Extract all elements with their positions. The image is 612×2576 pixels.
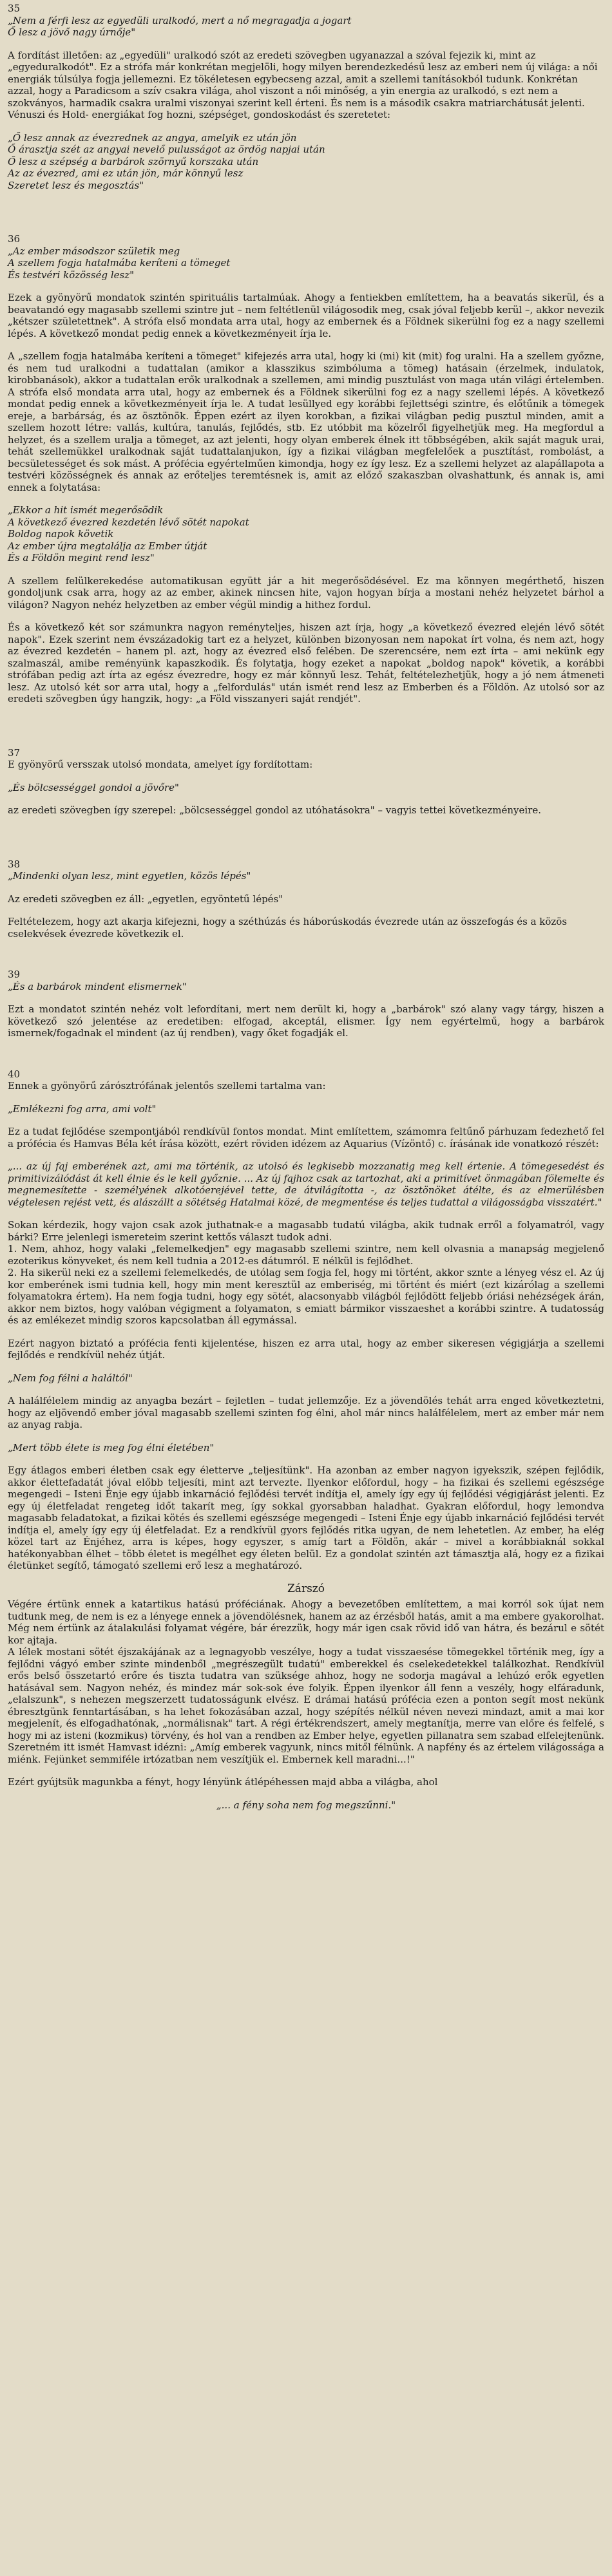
verse-line: És a Földön megint rend lesz" [8,552,155,564]
paragraph: az eredeti szövegben így szerepel: „bölcsességgel gondol az utóhatásokra" – vagyis tettei következményeire. [8,804,541,816]
paragraph: És a következő két sor számunkra nagyon reményteljes, hiszen azt írja, hogy „a következő évezred elején lévő sötét napok". Ezek szerint nem évszázadokig tart ez a helyzet, különben bizonyosan nem napokat írt volna, és nem azt, hogy az évezred kezdetén – hanem pl. azt, hogy az évezred első felében. De szerencsére, nem ezt írta – ami nekünk egy szalmaszál, amibe reményünk kapaszkodik. És folytatja, hogy ezeket a napokat „boldog napok" követik, a korábbi strófában pedig azt írta az egész évezredre, hogy ez már könnyű lesz. Tehát, feltételezhetjük, hogy a jó nem átmeneti lesz. Az utolsó két sor arra utal, hogy a „felfordulás" után ismét rend lesz az Emberben és a Földön. Az utolsó sor az eredeti szövegben úgy hangzik, hogy: „a Föld visszanyeri saját rendjét". [8,621,604,705]
section-36 [8,233,604,705]
block-quote: „... az új faj emberének azt, ami ma történik, az utolsó és legkisebb mozzanatig meg kell értenie. A tömegesedést és primitivizálódást át kell élnie és le kell győznie. ... Az új fajhoz csak az tartozhat, aki a primitívet önmagában fölemelte és megnemesítette - személyének alkotóerejével tette, de átvilágította -, az ösztönöket átélte, és az elmerülésben végtelesen rejést vett, és alászállt a sötétség Hatalmai közé, de megmentése és teljes tudattal a világosságba visszatért." [8,1160,604,1208]
verse-line: „Nem a férfi lesz az egyedüli uralkodó, mert a nő megragadja a jogart [8,14,352,26]
paragraph: Ezért nagyon biztató a prófécia fenti kijelentése, hiszen ez arra utal, hogy az ember sikeresen végigjárja a szellemi fejlődés e rendkívül nehéz útját. [8,1337,604,1361]
paragraph: Az eredeti szövegben ez áll: „egyetlen, egyöntetű lépés" [8,893,283,905]
paragraph: Ennek a gyönyörű zárósztrófának jelentős szellemi tartalma van: [8,1080,326,1092]
section-37 [8,747,604,817]
section-number: 37 [8,746,21,759]
paragraph: Ez a tudat fejlődése szempontjából rendkívül fontos mondat. Mint említettem, számomra feltűnő párhuzam fedezhető fel a prófécia és Hamvas Béla két írása között, ezért röviden idézem az Aquarius (Vízöntő) c. írásának ide vonatkozó részét: [8,1126,604,1150]
verse-line: „Emlékezni fog arra, ami volt" [8,1103,157,1115]
paragraph: 2. Ha sikerül neki ez a szellemi felemelkedés, de utólag sem fogja fel, hogy mi történt, akkor sznte a lényeg vész el. Az új kor emberének ismi tudnia kell, hogy min ment keresztül az emberiség, mi történt és miért (ezt kizárólag a szellemi folyamatokra értem). Ha nem fogja tudni, hogy egy sötét, alacsonyabb világból fejlődött feljebb óriási nehézségek árán, akkor nem biztos, hogy valóban végigment a folyamaton, s emiatt bármikor visszaeshet a korábbi szintre. A tudatosság és az emlékezet mindig szoros kapcsolatban áll egymással. [8,1267,604,1326]
verse-line: Boldog napok követik [8,528,114,540]
section-number: 39 [8,969,21,980]
verse-line: Ő lesz a jövő nagy úrnője" [8,26,136,38]
verse-line: „Az ember másodszor születik meg [8,245,180,257]
verse-quote [8,504,604,564]
section-40 [8,1068,604,1572]
closing-quote: „... a fény soha nem fog megszűnni." [216,1799,396,1811]
verse-quote [8,245,604,281]
paragraph: A „szellem fogja hatalmába keríteni a tömeget" kifejezés arra utal, hogy ki (mi) kit (mit) fog uralni. Ha a szellem győzne, és nem tud uralkodni a tudattalan (amikor a klasszikus szimbóluma a tömeg) hatásain (érzelmek, indulatok, kirobbanások), akkor a tudattalan erők uralkodnak a szellemen, ami mindig pusztulást von maga után világi értelemben. A strófa első mondata arra utal, hogy az embernek és a Földnek sikerülni fog ez a nagy szellemi lépés. A következő mondat pedig ennek a következményeit írja le. A tudat lesüllyed egy korábbi fejlettségi szintre, és előtűnik a tömegek ereje, a barbárság, és az ösztönök. Éppen ezért az ilyen korokban, a fizikai világban pedig pusztul minden, amit a szellem hozott létre: vallás, kultúra, tanulás, fejlődés, stb. Ez utóbbit ma közelről figyelhetjük meg. Ha megfordul a helyzet, és a szellem uralja a tömeget, az azt jelenti, hogy olyan emberek élnek itt többségében, akik saját maguk urai, tehát szellemükkel uralkodnak saját tudattalanjukon, így a fizikai világban megfelelőek a pusztítást, rombolást, a becsületességet és sok mást. A prófécia egyértelműen kimondja, hogy ez így lesz. Ez a szellemi helyzet az alapállapota a testvéri közösségnek és annak az erőteljes teremtésnek is, amit az előző szakaszban olvashattunk, és annak is, ami ennek a folytatása: [8,350,604,493]
paragraph: A halálfélelem mindig az anyagba bezárt – fejletlen – tudat jellemzője. Ez a jövendölés tehát arra enged következtetni, hogy az eljövendő ember jóval magasabb szellemi szinten fog élni, ahol már nincs halálfélelem, mert az ember már nem az anyag rabja. [8,1395,604,1430]
verse-line: A szellem fogja hatalmába keríteni a tömeget [8,257,231,269]
section-number: 38 [8,858,21,870]
verse-quote [8,1372,604,1385]
verse-quote [8,782,604,794]
paragraph: Sokan kérdezik, hogy vajon csak azok juthatnak-e a magasabb tudatú világba, akik tudnak erről a folyamatról, vagy bárki? Erre jelenlegi ismereteim szerint kettős választ tudok adni. [8,1219,604,1243]
verse-line: „Nem fog félni a haláltól" [8,1372,133,1384]
verse-quote [8,981,604,993]
section-number: 40 [8,1068,21,1080]
paragraph: Végére értünk ennek a katartikus hatású próféciának. Ahogy a bevezetőben említettem, a mai korról sok újat nem tudtunk meg, de nem is ez a lényege ennek a jövendölésnek, hanem az az érzésből hatás, amit a ma embere gyakorolhat. Még nem értünk az átalakulási folyamat végére, bár érezzük, hogy már igen csak rövid idő van hátra, és bezárul e sötét kor ajtaja. [8,1598,604,1646]
verse-line: Ő lesz a szépség a barbárok szörnyű korszaka után [8,155,259,167]
verse-line: „Mindenki olyan lesz, mint egyetlen, közös lépés" [8,870,251,882]
paragraph: Feltételezem, hogy azt akarja kifejezni, hogy a széthúzás és háborúskodás évezrede után az összefogás és a közös cselekvések évezrede következik el. [8,916,568,940]
paragraph: E gyönyörű versszak utolsó mondata, amelyet így fordítottam: [8,759,313,770]
verse-quote [8,1442,604,1454]
verse-line: Ő árasztja szét az angyai nevelő pulusságot az ördög napjai után [8,144,325,155]
verse-line: „Mert több élete is meg fog élni életében" [8,1441,215,1454]
paragraph: A szellem felülkerekedése automatikusan együtt jár a hit megerősödésével. Ez ma könnyen megérthető, hiszen gondoljunk csak arra, hogy az az ember, akinek nincsen hite, vajon hogyan bírja a mostani nehéz helyzetet bárhol a világon? Nagyon nehéz helyzetben az ember végül mindig a hithez fordul. [8,574,604,611]
paragraph: A lélek mostani sötét éjszakájának az a legnagyobb veszélye, hogy a tudat visszaesése tömegekkel történik meg, így a fejlődni vágyó ember szinte mindenből „megrészegült tudatú" emberekkel és cselekedetekkel találkozhat. Rendkívül erős belső összetartó erőre és tiszta tudatra van szüksége ahhoz, hogy ne sodorja magával a lehúzó erők egyetlen hatásával sem. Nagyon nehéz, és mindez már sok-sok éve folyik. Éppen ilyenkor áll fenn a veszély, hogy elfáradunk, „elalszunk", s nehezen megszerzett tudatosságunk elvész. E drámai hatású prófécia ezen a ponton segít most nekünk ébresztgünk fenntartásában, s ha lehet fokozásában azzal, hogy szépítés nélkül néven nevezi mindazt, amit a mai kor megjelenít, és elfogadhatónak, „normálisnak" tart. A régi értékrendszert, amely megtanítja, merre van előre és felfelé, s hogy mi az isteni (kozmikus) törvény, és hol van a rendben az Ember helye, egyetlen pillanatra sem szabad elfelejtenünk. Szeretném itt ismét Hamvast idézni: „Amíg emberek vagyunk, nincs mitől félnünk. A napfény és az értelem világossága a miénk. Fejünket semmiféle irtózatban nem veszítjük el. Embernek kell maradni...!" [8,1646,604,1765]
paragraph: 1. Nem, ahhoz, hogy valaki „felemelkedjen" egy magasabb szellemi szintre, nem kell olvasnia a manapság megjelenő ezoterikus könyveket, és nem kell tudnia a 2012-es dátumról. E nélkül is fejlődhet. [8,1243,604,1267]
section-title: Zárszó [287,1582,325,1595]
section-39 [8,969,604,1039]
paragraph: Ezt a mondatot szintén nehéz volt lefordítani, mert nem derült ki, hogy a „barbárok" szó alany vagy tárgy, hiszen a következő szó jelentése az eredetiben: elfogad, akceptál, elismer. Így nem egyértelmű, hogy a barbárok ismernek/fogadnak el mindent (az új rendben), vagy őket fogadják el. [8,1003,604,1039]
verse-line: „Ő lesz annak az évezrednek az angya, amelyik ez után jön [8,131,297,144]
verse-quote [8,132,604,192]
paragraph: Ezek a gyönyörű mondatok szintén spirituális tartalmúak. Ahogy a fentiekben említettem, ha a beavatás sikerül, és a beavatandó egy magasabb szellemi szintre jut – nem feltétlenül világosodik meg, csak jóval feljebb kerül –, akkor nevezik „kétszer születettnek". A strófa első mondata arra utal, hogy az embernek és a Földnek sikerülni fog ez a nagy szellemi lépés. A következő mondat pedig ennek a következményeit írja le. [8,292,604,339]
verse-line: „És bölcsességgel gondol a jövőre" [8,781,179,793]
verse-quote [8,1103,604,1115]
verse-quote [8,870,604,882]
verse-line: Az az évezred, ami ez után jön, már könnyű lesz [8,167,244,179]
paragraph: A fordítást illetően: az „egyedüli" uralkodó szót az eredeti szövegben ugyanazzal a szóval fejezik ki, mint az „egyeduralkodót". Ez a strófa már konkrétan megjelöli, hogy milyen berendezkedésű lesz az emberi nem új világa: a női energiák túlsúlya fogja jellemezni. Ez tökéletesen egybecseng azzal, amit a szellemi tanításokból tudunk. Konkrétan azzal, hogy a Paradicsom a szív csakra világa, ahol viszont a női minőség, a yin energia az uralkodó, s ezt nem a szokványos, harmadik csakra uralmi viszonyai szerint kell érteni. És nem is a második csakra matriarchátusát jelenti. Vénuszi és Hold- energiákat fog hozni, szépséget, gondoskodást és szeretetet: [8,49,598,120]
closing-section [8,1583,604,1812]
paragraph: Ezért gyújtsük magunkba a fényt, hogy lényünk átlépéhessen majd abba a világba, ahol [8,1776,438,1788]
verse-quote [8,15,604,39]
verse-line: És testvéri közösség lesz" [8,269,135,281]
section-38 [8,858,604,940]
section-number: 35 [8,3,21,14]
verse-line: „És a barbárok mindent elismernek" [8,980,187,992]
verse-line: Szeretet lesz és megosztás" [8,179,144,191]
section-35 [8,3,604,191]
verse-line: Az ember újra megtalálja az Ember útját [8,540,207,552]
verse-line: A következő évezred kezdetén lévő sötét napokat [8,516,249,528]
verse-line: „Ekkor a hit ismét megerősödik [8,504,164,516]
paragraph: Egy átlagos emberi életben csak egy életterve „teljesítünk". Ha azonban az ember nagyon igyekszik, szépen fejlődik, akkor élettefadatát jóval előbb teljesíti, mint azt tervezte. Ilyenkor előfordul, hogy – ha fizikai és szellemi egészsége megengedi – Isteni Énje egy újabb inkarnáció fejlődési tervét indítja el, amely így egy új fejlődési végigjárást jelenti. Ez egy új életfeladat rengeteg időt takarít meg, így sokkal gyorsabban haladhat. Gyakran előfordul, hogy lemondva magasabb feladatokat, a fizikai kötés és szellemi egészsége megengedi – Isteni Énje egy újabb inkarnáció fejlődési tervét indítja el, amely így egy új életfeladat. Ez a rendkívül gyors fejlődés ritka ugyan, de nem lehetetlen. Az ember, ha elég közel tart az Énjéhez, arra is képes, hogy egyszer, s amíg tart a Földön, akár – mivel a korábbiaknál sokkal hatékonyabban élhet – több életet is megélhet egy életen belül. Ez a gondolat szintén azt támasztja alá, hogy ez a fizikai életünket segítő, támogató szellemi erő lesz a meghatározó. [8,1464,604,1571]
section-number: 36 [8,233,21,245]
